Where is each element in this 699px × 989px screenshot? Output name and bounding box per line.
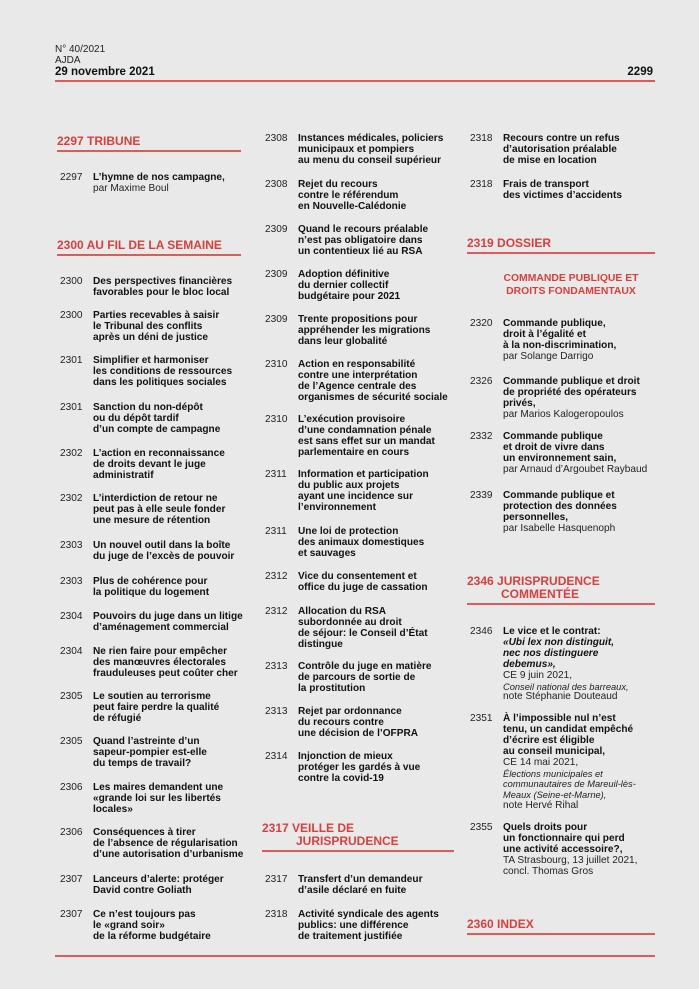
toc-entry [57, 356, 241, 389]
toc-entry [57, 403, 241, 436]
entry-title [93, 403, 241, 436]
entry-title [503, 377, 655, 421]
entry-title-line: les conditions de ressources [93, 365, 233, 377]
entry-page-number: 2301 [60, 402, 83, 413]
entry-title-line: un fonctionnaire qui perd [503, 832, 625, 844]
entry-title-line: le Tribunal des conflits [93, 320, 203, 332]
entry-title-line: en Nouvelle-Calédonie [298, 200, 407, 212]
footer-rule [55, 955, 655, 957]
entry-title-line: Parties recevables à saisir [93, 310, 220, 321]
entry-page-number: 2332 [470, 431, 493, 442]
section-underline [57, 254, 241, 256]
entry-title-line: après un déni de justice [93, 331, 208, 343]
entry-title-line: un environnement sain, [503, 452, 617, 464]
entry-title-line: L’hymne de nos campagne, [93, 172, 225, 183]
toc-entry [262, 315, 454, 348]
toc-entry [57, 910, 241, 943]
toc-entry [262, 225, 454, 258]
entry-author: par Solange Darrigo [503, 350, 594, 362]
entry-page-number: 2313 [265, 706, 288, 717]
toc-entry [57, 612, 241, 634]
entry-title-line: un contentieux lié au RSA [298, 245, 423, 257]
section-title: 2297 TRIBUNE [57, 134, 141, 148]
entry-title [93, 692, 241, 725]
entry-page-number: 2304 [60, 611, 83, 622]
entry-title-line: Des perspectives financières [93, 276, 233, 287]
entry-title-line: le «grand soir» [93, 919, 165, 931]
entry-title-line: de propriété des opérateurs [503, 386, 637, 398]
entry-title-line: de la réforme budgétaire [93, 930, 211, 942]
entry-page-number: 2318 [470, 179, 493, 190]
page-header [55, 44, 655, 79]
toc-entry [467, 823, 655, 878]
entry-page-number: 2301 [60, 355, 83, 366]
entry-title-line: peut pas à elle seule fonder [93, 503, 226, 515]
entry-title-line: Ce n’est toujours pas [93, 909, 196, 920]
toc-entry [467, 627, 655, 703]
entry-title-line: du public aux projets [298, 479, 400, 491]
entry-title-line: Un nouvel outil dans la boîte [93, 540, 231, 551]
entry-title [503, 491, 655, 535]
section-underline [262, 850, 454, 852]
entry-page-number: 2312 [265, 606, 288, 617]
entry-author: CE 9 juin 2021, [503, 669, 573, 681]
entry-title-line: parlementaire en cours [298, 446, 410, 458]
toc-entry [262, 360, 454, 404]
entry-title [93, 173, 241, 195]
entry-title-line: contre une interprétation [298, 369, 418, 381]
toc-entry [57, 541, 241, 563]
section-heading [57, 135, 241, 148]
entry-title-line: protéger les gardés à vue [298, 761, 421, 773]
entry-page-number: 2317 [265, 874, 288, 885]
entry-title-line: des animaux domestiques [298, 536, 425, 548]
entry-title-line: d’écrire est éligible [503, 734, 595, 746]
entry-page-number: 2310 [265, 359, 288, 370]
entry-title [298, 572, 454, 594]
entry-page-number: 2306 [60, 827, 83, 838]
entry-title-line: une décision de l’OFPRA [298, 727, 419, 739]
dossier-subtitle-line: DROITS FONDAMENTAUX [506, 286, 636, 297]
entry-title-line: est sans effet sur un mandat [298, 435, 435, 447]
toc-entry [467, 180, 655, 202]
entry-title-line: dans leur globalité [298, 335, 388, 347]
entry-page-number: 2339 [470, 490, 493, 501]
entry-title-line: Action en responsabilité [298, 359, 416, 370]
entry-title-line: et droit de vivre dans [503, 441, 605, 453]
entry-title-line: L’exécution provisoire [298, 414, 406, 425]
entry-page-number: 2311 [265, 526, 287, 537]
toc-entry [57, 647, 241, 680]
entry-title [298, 360, 454, 404]
entry-title [298, 180, 454, 213]
entry-title-line: et sauvages [298, 547, 356, 559]
entry-title-line: du juge de l’excès de pouvoir [93, 550, 235, 562]
entry-title [298, 527, 454, 560]
entry-page-number: 2306 [60, 782, 83, 793]
entry-page-number: 2310 [265, 414, 288, 425]
toc-entry [262, 470, 454, 514]
entry-page-number: 2304 [60, 646, 83, 657]
section-title-continued: JURISPRUDENCE [296, 834, 399, 848]
entry-title [298, 415, 454, 459]
entry-title [93, 541, 241, 563]
entry-author: par Arnaud d’Argoubet Raybaud [503, 463, 648, 475]
entry-author: par Maxime Boul [93, 182, 169, 194]
entry-title [93, 311, 241, 344]
entry-page-number: 2318 [265, 909, 288, 920]
entry-title [93, 449, 241, 482]
toc-entry [262, 607, 454, 651]
toc-entry [262, 910, 454, 943]
entry-page-number: 2346 [470, 626, 493, 637]
entry-title-line: administratif [93, 469, 154, 481]
entry-title-line: dans les politiques sociales [93, 376, 227, 388]
entry-title [93, 737, 241, 770]
entry-title-line: Ne rien faire pour empêcher [93, 646, 228, 657]
entry-page-number: 2313 [265, 661, 288, 672]
entry-title-line: d’une condamnation pénale [298, 424, 432, 436]
entry-title-line: l’environnement [298, 501, 376, 513]
entry-title [503, 714, 655, 812]
entry-title-line: Conséquences à tirer [93, 827, 196, 838]
toc-entry [57, 875, 241, 897]
entry-title-line: de parcours de sortie de [298, 671, 416, 683]
section-title-continued: COMMENTÉE [501, 587, 579, 601]
entry-title-line: favorables pour le bloc local [93, 286, 230, 298]
entry-title [93, 827, 244, 861]
entry-title-line: Trente propositions pour [298, 314, 418, 325]
issue-date: 29 novembre 2021 [55, 66, 155, 78]
entry-title-line: nec nos distinguere [503, 647, 599, 659]
toc-entry [262, 707, 454, 740]
entry-page-number: 2300 [60, 276, 83, 287]
entry-title-line: tenu, un candidat empêché [503, 723, 634, 735]
entry-note: communautaires de Mareuil-lès- [503, 779, 636, 790]
toc-entry [262, 180, 454, 213]
entry-title-line: Frais de transport [503, 179, 589, 190]
toc-entry [57, 173, 241, 195]
entry-title-line: des victimes d’accidents [503, 189, 622, 201]
entry-title [503, 180, 655, 202]
toc-entry [467, 377, 655, 421]
section-title: 2317 VEILLE DE [262, 821, 355, 835]
entry-title [93, 494, 241, 527]
entry-title-line: la prostitution [298, 682, 366, 694]
entry-page-number: 2305 [60, 691, 83, 702]
entry-page-number: 2300 [60, 310, 83, 321]
entry-title-line: au menu du conseil supérieur [298, 154, 442, 166]
entry-title [93, 277, 241, 299]
section-title: 2300 AU FIL DE LA SEMAINE [57, 238, 222, 252]
entry-title [298, 910, 454, 943]
toc-entry [262, 752, 454, 785]
entry-title-line: Commande publique, [503, 318, 606, 329]
entry-title-line: ou du dépôt tardif [93, 412, 179, 424]
entry-title-line: subordonnée au droit [298, 616, 402, 628]
entry-title-line: Commande publique et droit [503, 376, 640, 387]
toc-entry [57, 737, 241, 770]
toc-entry [467, 491, 655, 535]
entry-page-number: 2312 [265, 571, 288, 582]
entry-title-line: frauduleuses peut coûter cher [93, 667, 238, 679]
entry-title-line: personnelles, [503, 511, 569, 523]
dossier-subtitle [487, 272, 655, 298]
entry-page-number: 2307 [60, 909, 83, 920]
entry-title-line: Commande publique [503, 431, 603, 442]
entry-title [298, 607, 454, 651]
entry-title-line: budgétaire pour 2021 [298, 290, 401, 302]
entry-title [298, 225, 454, 258]
entry-title-line: Activité syndicale des agents [298, 909, 439, 920]
entry-author: concl. Thomas Gros [503, 865, 594, 877]
entry-title-line: Instances médicales, policiers [298, 133, 444, 144]
entry-title [93, 612, 241, 634]
entry-title-line: publics: une différence [298, 919, 409, 931]
entry-title-line: office du juge de cassation [298, 581, 428, 593]
entry-title-line: «Ubi lex non distinguit, [503, 636, 615, 648]
entry-title-line: Recours contre un refus [503, 133, 620, 144]
entry-title-line: une mesure de rétention [93, 514, 211, 526]
entry-title-line: d’un compte de campagne [93, 423, 221, 435]
entry-title-line: Quels droits pour [503, 822, 588, 833]
entry-title-line: de traitement justifiée [298, 930, 403, 942]
entry-title-line: au conseil municipal, [503, 745, 606, 757]
entry-title-line: des manœuvres électorales [93, 656, 226, 668]
entry-title-line: Rejet du recours [298, 179, 378, 190]
entry-author: par Isabelle Hasquenoph [503, 522, 616, 534]
entry-title-line: d’asile déclaré en fuite [298, 884, 407, 896]
entry-note: Meaux (Seine-et-Marne), [503, 790, 607, 801]
entry-title-line: Information et participation [298, 469, 429, 480]
toc-entry [262, 527, 454, 560]
entry-page-number: 2309 [265, 224, 288, 235]
header-rule [55, 80, 655, 82]
entry-title [503, 319, 655, 363]
section-heading [262, 822, 454, 848]
entry-page-number: 2308 [265, 133, 288, 144]
entry-title-line: privés, [503, 397, 536, 409]
entry-title-line: organismes de sécurité sociale [298, 391, 448, 403]
entry-title-line: de l’absence de régularisation [93, 837, 238, 849]
toc-entry [57, 277, 241, 299]
section-heading [57, 239, 241, 252]
journal-name: AJDA [55, 55, 81, 66]
entry-page-number: 2309 [265, 314, 288, 325]
toc-entry [57, 494, 241, 527]
entry-title-line: du recours contre [298, 716, 384, 728]
entry-title-line: contre le référendum [298, 189, 399, 201]
entry-page-number: 2303 [60, 540, 83, 551]
entry-title [503, 823, 655, 878]
entry-title-line: Allocation du RSA [298, 606, 387, 617]
entry-title-line: debemus», [503, 658, 556, 670]
entry-title [298, 875, 454, 897]
entry-title-line: Injonction de mieux [298, 751, 393, 762]
entry-page-number: 2308 [265, 179, 288, 190]
section-underline [467, 603, 655, 605]
entry-title [93, 356, 241, 389]
entry-title-line: contre la covid-19 [298, 772, 384, 784]
entry-title [298, 270, 454, 303]
entry-page-number: 2314 [265, 751, 288, 762]
toc-entry [57, 577, 241, 599]
entry-page-number: 2297 [60, 172, 83, 183]
section-underline [57, 150, 241, 152]
entry-title [93, 875, 241, 897]
section-underline [467, 933, 655, 935]
entry-author: note Hervé Rihal [503, 800, 579, 812]
entry-title-line: Adoption définitive [298, 269, 390, 280]
entry-page-number: 2351 [470, 713, 493, 724]
entry-title-line: de droits devant le juge [93, 458, 206, 470]
toc-entry [57, 827, 244, 861]
entry-title-line: Quand l’astreinte d’un [93, 736, 200, 747]
section-heading [467, 575, 655, 601]
toc-entry [57, 311, 241, 344]
entry-title-line: peut faire perdre la qualité [93, 701, 220, 713]
entry-title-line: L’action en reconnaissance [93, 448, 225, 459]
entry-title-line: du dernier collectif [298, 279, 389, 291]
entry-title-line: Une loi de protection [298, 526, 399, 537]
section-heading [467, 237, 655, 250]
entry-title [93, 577, 241, 599]
entry-title [298, 134, 454, 167]
entry-author: note Stéphanie Douteaud [503, 691, 618, 703]
entry-title-line: de séjour: le Conseil d’État [298, 627, 428, 639]
entry-title-line: Sanction du non-dépôt [93, 402, 203, 413]
section-title: 2319 DOSSIER [467, 236, 552, 250]
entry-title-line: municipaux et pompiers [298, 143, 415, 155]
entry-title-line: sapeur-pompier est-elle [93, 746, 207, 758]
entry-title-line: la politique du logement [93, 586, 210, 598]
entry-title-line: d’autorisation préalable [503, 143, 617, 155]
toc-entry [467, 134, 655, 167]
entry-note: Élections municipales et [503, 768, 603, 779]
entry-page-number: 2320 [470, 318, 493, 329]
entry-title-line: Quand le recours préalable [298, 224, 429, 235]
entry-title [298, 662, 454, 695]
entry-title-line: Contrôle du juge en matière [298, 661, 432, 672]
entry-title-line: À l’impossible nul n’est [503, 713, 616, 724]
toc-entry [467, 432, 655, 476]
entry-page-number: 2303 [60, 576, 83, 587]
entry-note: Conseil national des barreaux, [503, 681, 629, 692]
entry-title-line: protection des données [503, 500, 617, 512]
entry-page-number: 2307 [60, 874, 83, 885]
entry-title [298, 707, 454, 740]
entry-title-line: une activité accessoire?, [503, 843, 623, 855]
entry-title-line: n’est pas obligatoire dans [298, 234, 423, 246]
entry-title-line: à la non-discrimination, [503, 339, 617, 351]
entry-title [503, 134, 655, 167]
section-title: 2346 JURISPRUDENCE [467, 574, 600, 588]
toc-entry [262, 572, 454, 594]
page-number: 2299 [627, 66, 653, 78]
entry-title [298, 315, 454, 348]
entry-title-line: d’une autorisation d’urbanisme [93, 848, 244, 860]
entry-title-line: droit à l’égalité et [503, 328, 587, 340]
toc-entry [262, 662, 454, 695]
entry-title-line: d’aménagement commercial [93, 621, 229, 633]
entry-title-line: «grande loi sur les libertés [93, 792, 221, 804]
entry-title-line: ayant une incidence sur [298, 490, 413, 502]
entry-title-line: locales» [93, 803, 133, 815]
section-heading [467, 918, 655, 931]
entry-title-line: Pouvoirs du juge dans un litige [93, 611, 243, 622]
entry-page-number: 2355 [470, 822, 493, 833]
entry-title [93, 783, 241, 816]
toc-entry [262, 270, 454, 303]
entry-title-line: Lanceurs d’alerte: protéger [93, 874, 224, 885]
entry-author: TA Strasbourg, 13 juillet 2021, [503, 854, 638, 866]
entry-title [93, 647, 241, 680]
entry-title-line: Le soutien au terrorisme [93, 691, 211, 702]
entry-title [503, 627, 655, 703]
entry-title [298, 752, 454, 785]
entry-title-line: appréhender les migrations [298, 324, 431, 336]
toc-entry [262, 134, 454, 167]
entry-page-number: 2311 [265, 469, 287, 480]
entry-title-line: de l’Agence centrale des [298, 380, 417, 392]
toc-entry [262, 415, 454, 459]
toc-entry [57, 783, 241, 816]
entry-title-line: Plus de cohérence pour [93, 576, 208, 587]
entry-title-line: Le vice et le contrat: [503, 626, 601, 637]
entry-title-line: Vice du consentement et [298, 571, 417, 582]
toc-entry [467, 319, 655, 363]
entry-title-line: Commande publique et [503, 490, 615, 501]
entry-author: CE 14 mai 2021, [503, 756, 579, 768]
toc-entry [262, 875, 454, 897]
toc-entry [467, 714, 655, 812]
toc-entry [57, 449, 241, 482]
entry-title-line: David contre Goliath [93, 884, 192, 896]
entry-title-line: distingue [298, 638, 343, 650]
entry-page-number: 2302 [60, 448, 83, 459]
entry-title-line: Simplifier et harmoniser [93, 355, 209, 366]
entry-page-number: 2302 [60, 493, 83, 504]
entry-page-number: 2318 [470, 133, 493, 144]
entry-title-line: Les maires demandent une [93, 782, 224, 793]
entry-title [503, 432, 655, 476]
toc-entry [57, 692, 241, 725]
section-title: 2360 INDEX [467, 917, 534, 931]
entry-page-number: 2326 [470, 376, 493, 387]
entry-title-line: de mise en location [503, 154, 597, 166]
section-underline [467, 252, 655, 254]
entry-title-line: Transfert d’un demandeur [298, 874, 423, 885]
entry-title-line: Rejet par ordonnance [298, 706, 402, 717]
entry-title-line: du temps de travail? [93, 757, 192, 769]
entry-title-line: L’interdiction de retour ne [93, 493, 218, 504]
entry-title [93, 910, 241, 943]
entry-author: par Marios Kalogeropoulos [503, 408, 624, 420]
entry-title [298, 470, 454, 514]
entry-page-number: 2305 [60, 736, 83, 747]
entry-page-number: 2309 [265, 269, 288, 280]
entry-title-line: de réfugié [93, 712, 142, 724]
dossier-subtitle-line: COMMANDE PUBLIQUE ET [503, 273, 639, 284]
issue-number: N° 40/2021 [55, 44, 106, 55]
